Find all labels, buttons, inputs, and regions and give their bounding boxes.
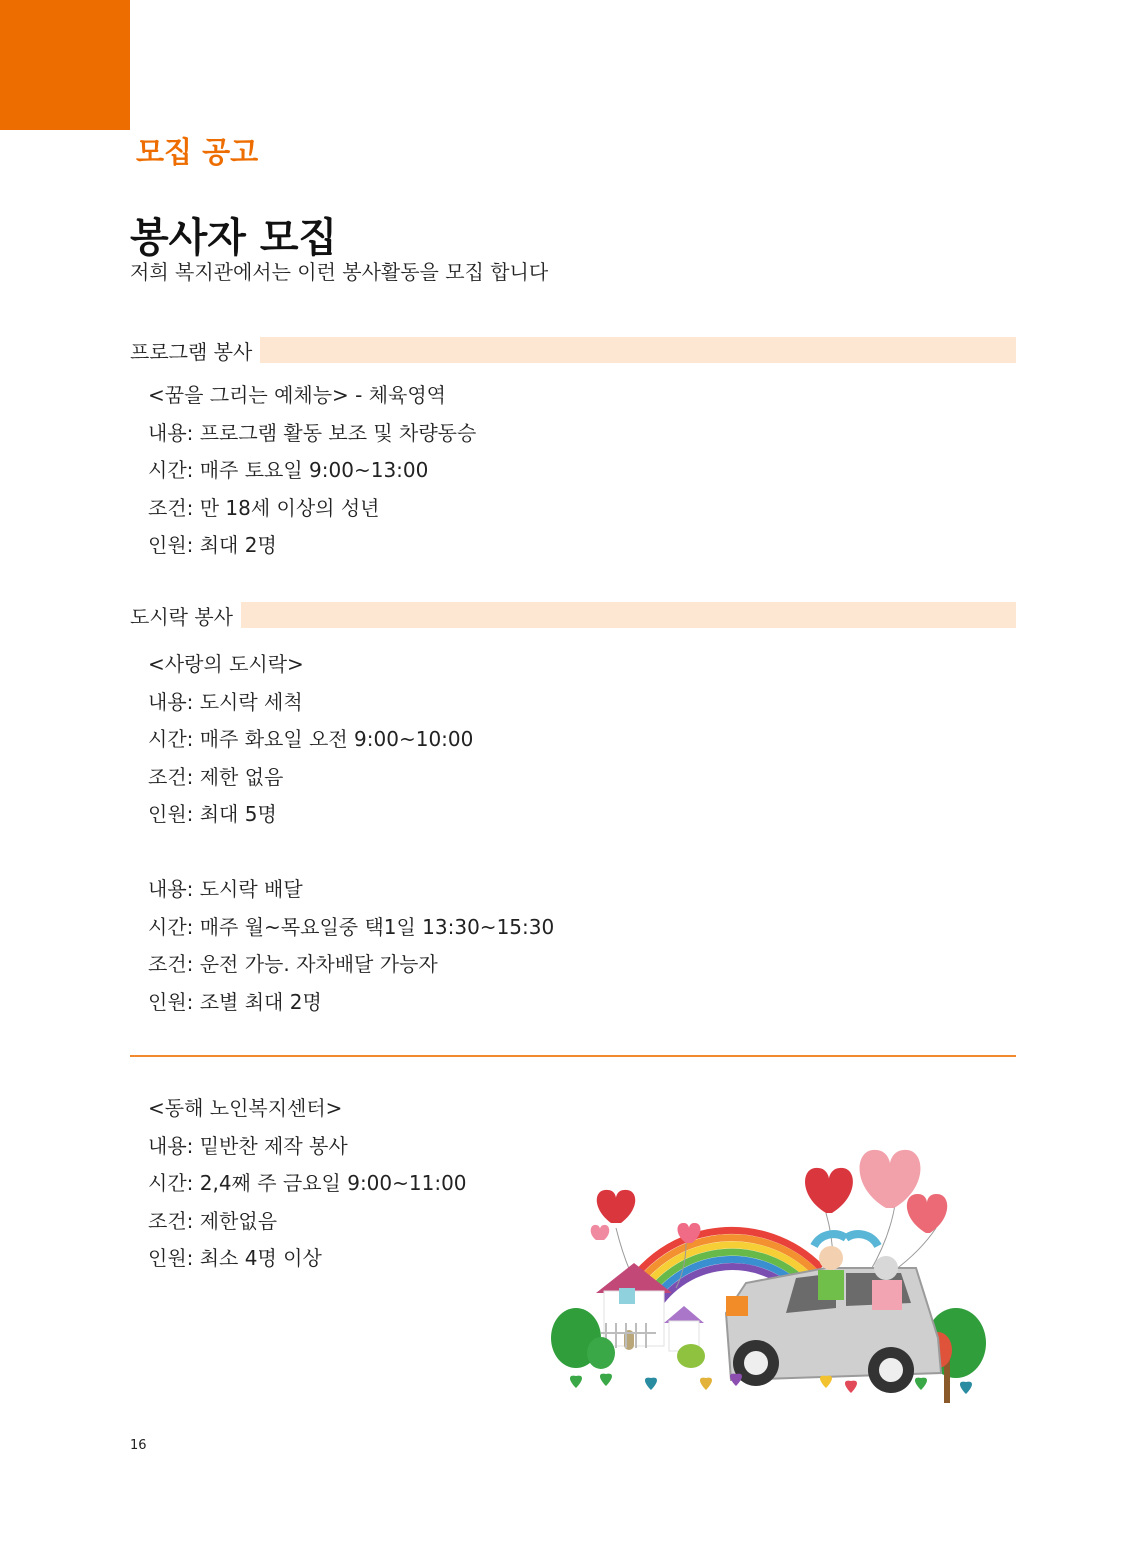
- program-volunteer-details: [148, 377, 476, 565]
- detail-line: 조건: 만 18세 이상의 성년: [148, 495, 380, 520]
- outside-program-details: [148, 1090, 467, 1278]
- category-label: 도시락 봉사: [130, 604, 233, 629]
- heart-balloon-icon: [591, 1150, 948, 1243]
- detail-line: 인원: 최대 5명: [148, 802, 277, 826]
- page-number: 16: [130, 1438, 147, 1453]
- detail-line: 시간: 2,4째 주 금요일 9:00~11:00: [148, 1171, 467, 1195]
- detail-line: 시간: 매주 토요일 9:00~13:00: [148, 458, 429, 482]
- detail-line: 인원: 최소 4명 이상: [148, 1246, 322, 1270]
- detail-line: 내용: 도시락 세척: [148, 689, 303, 714]
- detail-line: 조건: 운전 가능. 자차배달 가능자: [148, 952, 438, 976]
- category-header-lunchbox: [130, 602, 1016, 628]
- section-tag: 모집 공고: [136, 135, 259, 169]
- detail-line: 시간: 매주 월~목요일중 택1일 13:30~15:30: [148, 914, 555, 939]
- volunteer-car-illustration: [546, 1118, 996, 1418]
- detail-line: 인원: 조별 최대 2명: [148, 989, 322, 1014]
- detail-line: 조건: 제한 없음: [148, 764, 284, 789]
- detail-line: 내용: 밑반찬 제작 봉사: [148, 1133, 348, 1158]
- page-title: 봉사자 모집: [130, 215, 338, 261]
- detail-line: 시간: 매주 화요일 오전 9:00~10:00: [148, 727, 474, 751]
- detail-line: 인원: 최대 2명: [148, 533, 277, 557]
- category-bar: [241, 602, 1016, 628]
- detail-line: 내용: 도시락 배달: [148, 877, 303, 901]
- detail-line: 내용: 프로그램 활동 보조 및 차량동승: [148, 420, 477, 445]
- corner-accent-block: [0, 0, 130, 130]
- page-subtitle: 저희 복지관에서는 이런 봉사활동을 모집 합니다: [130, 260, 549, 284]
- program-name: <동해 노인복지센터>: [148, 1096, 343, 1120]
- section-divider: [130, 1055, 1016, 1057]
- category-label: 프로그램 봉사: [130, 339, 253, 364]
- detail-line: 조건: 제한없음: [148, 1208, 278, 1233]
- program-name: <사랑의 도시락>: [148, 652, 304, 676]
- lunchbox-washing-details: [148, 646, 473, 834]
- category-header-program: [130, 337, 1016, 363]
- program-name: <꿈을 그리는 예체능> - 체육영역: [148, 383, 447, 407]
- category-bar: [260, 337, 1016, 363]
- lunchbox-delivery-details: [148, 871, 554, 1021]
